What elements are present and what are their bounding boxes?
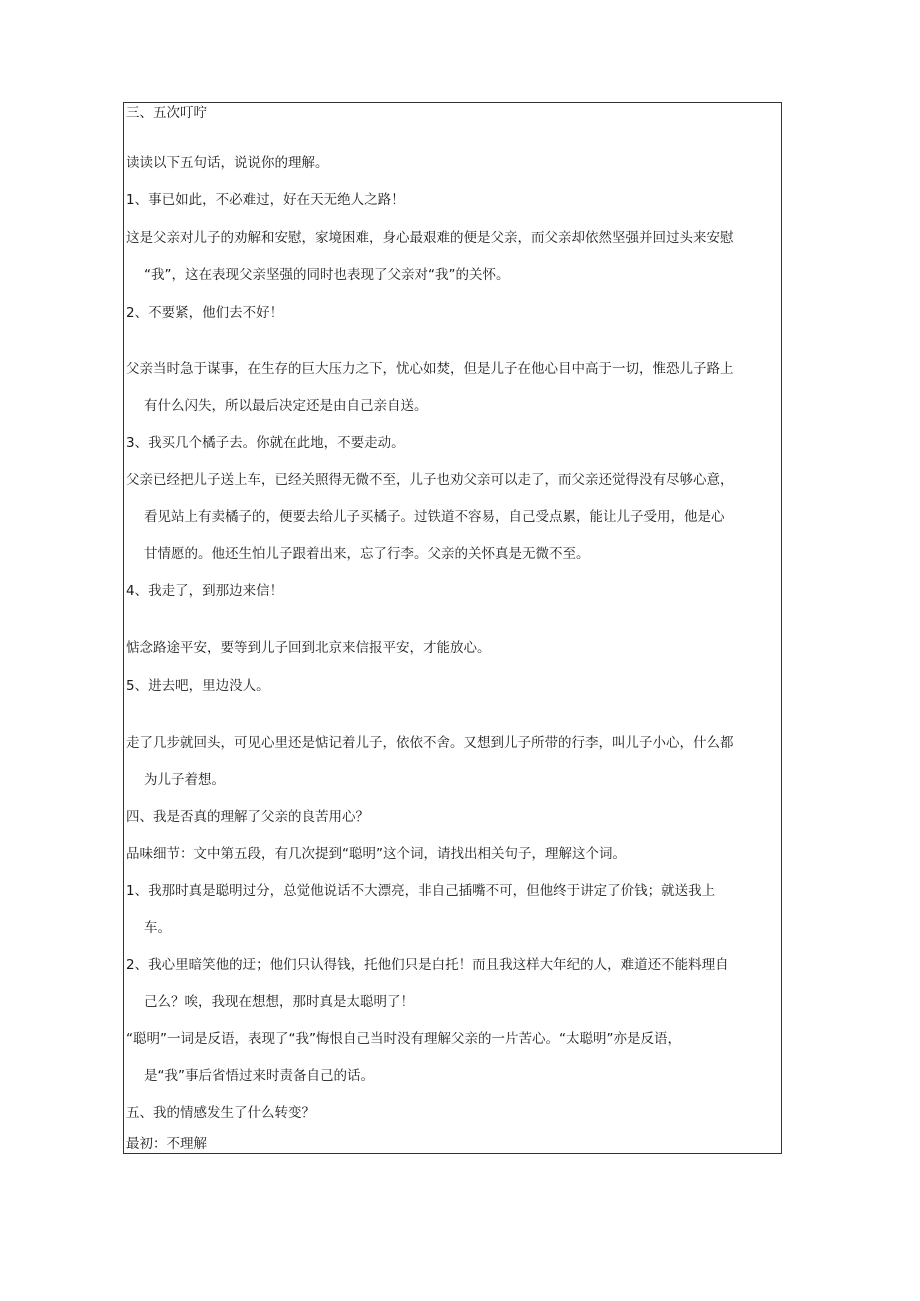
cleverness-answer-line-1: “聪明”一词是反语，表现了“我”悔恨自己当时没有理解父亲的一片苦心。“太聪明”亦是反语， xyxy=(126,1031,681,1047)
quote-4: 4、我走了，到那边来信！ xyxy=(126,583,284,599)
answer-1-line-2: “我”，这在表现父亲坚强的同时也表现了父亲对“我”的关怀。 xyxy=(144,267,510,283)
answer-2-line-2: 有什么闪失，所以最后决定还是由自己亲自送。 xyxy=(144,398,428,414)
section-three-instruction: 读读以下五句话，说说你的理解。 xyxy=(126,155,329,171)
section-five-heading: 五、我的情感发生了什么转变？ xyxy=(126,1105,315,1121)
answer-5-line-1: 走了几步就回头，可见心里还是惦记着儿子，依依不舍。又想到儿子所带的行李，叫儿子小心，什么都 xyxy=(126,735,734,751)
cleverness-quote-2-line-1: 2、我心里暗笑他的迂；他们只认得钱，托他们只是白托！而且我这样大年纪的人，难道还不能料理自 xyxy=(126,957,729,973)
answer-3-line-2: 看见站上有卖橘子的，便要去给儿子买橘子。过铁道不容易，自己受点累，能让儿子受用，他是心 xyxy=(144,509,725,525)
answer-4: 惦念路途平安，要等到儿子回到北京来信报平安，才能放心。 xyxy=(126,640,491,656)
answer-3-line-1: 父亲已经把儿子送上车，已经关照得无微不至，儿子也劝父亲可以走了，而父亲还觉得没有尽够心意， xyxy=(126,472,734,488)
section-five-initial-feeling: 最初：不理解 xyxy=(126,1136,207,1152)
quote-5: 5、进去吧，里边没人。 xyxy=(126,678,270,694)
cleverness-quote-1-line-1: 1、我那时真是聪明过分，总觉他说话不大漂亮，非自己插嘴不可，但他终于讲定了价钱；就送我上 xyxy=(126,883,716,899)
section-three-heading: 三、五次叮咛 xyxy=(126,105,207,121)
answer-3-line-3: 甘情愿的。他还生怕儿子跟着出来，忘了行李。父亲的关怀真是无微不至。 xyxy=(144,546,590,562)
cleverness-answer-line-2: 是“我”事后省悟过来时责备自己的话。 xyxy=(144,1068,374,1084)
answer-2-line-1: 父亲当时急于谋事，在生存的巨大压力之下，忧心如焚，但是儿子在他心目中高于一切，惟恐儿子路上 xyxy=(126,361,734,377)
cleverness-quote-1-line-2: 车。 xyxy=(144,920,171,936)
section-four-instruction: 品味细节：文中第五段，有几次提到“聪明”这个词，请找出相关句子，理解这个词。 xyxy=(126,846,626,862)
section-four-heading: 四、我是否真的理解了父亲的良苦用心？ xyxy=(126,809,369,825)
quote-3: 3、我买几个橘子去。你就在此地，不要走动。 xyxy=(126,435,405,451)
answer-1-line-1: 这是父亲对儿子的劝解和安慰，家境困难，身心最艰难的便是父亲，而父亲却依然坚强并回过头来安慰 xyxy=(126,230,734,246)
cleverness-quote-2-line-2: 己么？唉，我现在想想，那时真是太聪明了！ xyxy=(144,994,414,1010)
answer-5-line-2: 为儿子着想。 xyxy=(144,772,225,788)
quote-2: 2、不要紧，他们去不好！ xyxy=(126,305,284,321)
quote-1: 1、事已如此，不必难过，好在天无绝人之路！ xyxy=(126,192,405,208)
